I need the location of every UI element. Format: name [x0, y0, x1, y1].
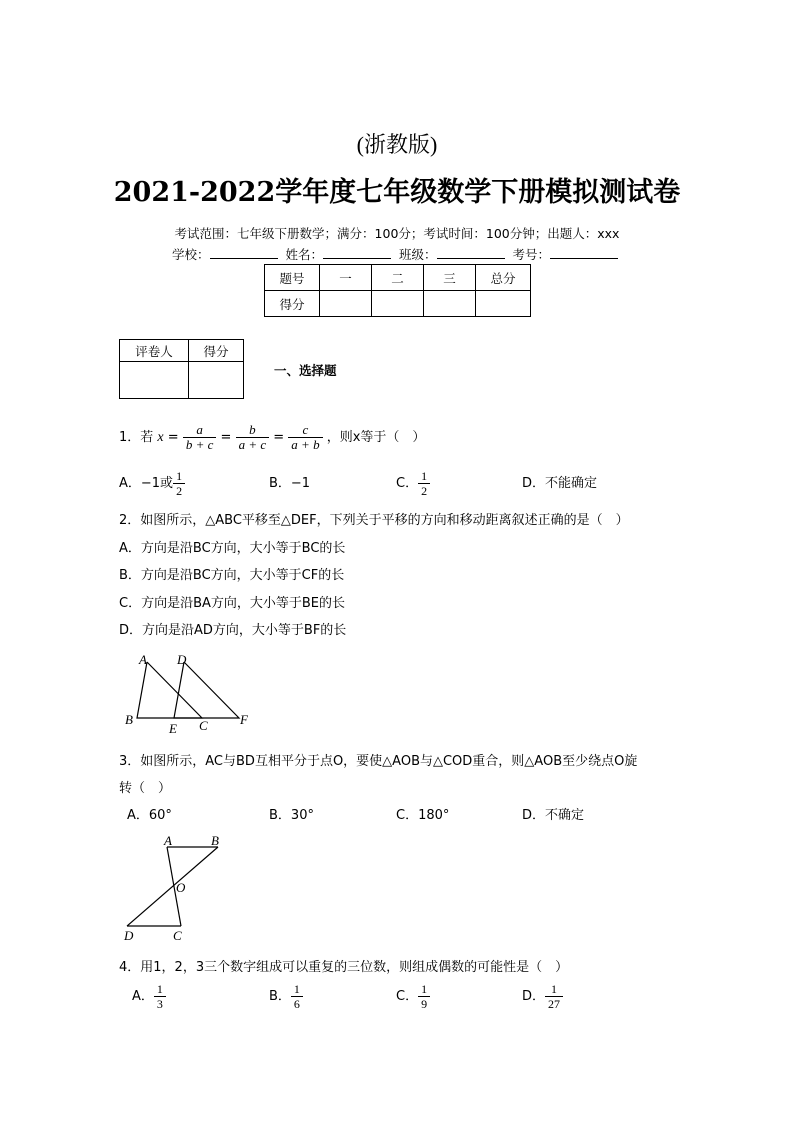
q1-variable: x	[157, 430, 164, 445]
q1-option-d[interactable]: D．不能确定	[522, 476, 598, 491]
label-f: F	[240, 712, 248, 727]
student-info-row	[0, 245, 794, 263]
score-header-cell: 总分	[476, 265, 531, 291]
q1-prefix: 1．若	[119, 430, 154, 445]
score-cell[interactable]	[424, 291, 476, 317]
label-e: E	[169, 721, 177, 736]
score-cell[interactable]	[372, 291, 424, 317]
school-label: 学校：	[171, 247, 210, 262]
q4-option-b[interactable]: B． $\frac{1}{6}$	[269, 982, 303, 1012]
name-label: 姓名：	[285, 247, 323, 262]
question-1-stem	[119, 423, 425, 453]
q1-fraction-1: $\frac{a}{b + c}$	[183, 423, 217, 452]
page-title: 2021-2022学年度七年级数学下册模拟测试卷	[113, 177, 681, 208]
q1-equals: =	[220, 430, 232, 445]
label-c: C	[173, 928, 182, 943]
q4-option-c-fraction: $\frac{1}{9}$	[418, 982, 430, 1011]
score-table	[264, 264, 531, 317]
q1-option-b[interactable]: B．−1	[269, 476, 311, 491]
label-d: D	[177, 652, 187, 667]
q3-option-b[interactable]: B．30°	[269, 808, 314, 823]
label-a: A	[139, 652, 147, 667]
q1-equals: =	[273, 430, 285, 445]
q3-option-c[interactable]: C．180°	[396, 808, 450, 823]
subtitle: (浙教版)	[356, 132, 438, 157]
grader-table	[119, 339, 244, 399]
q1-equals: =	[167, 430, 179, 445]
segment-bd	[127, 847, 218, 926]
label-b: B	[125, 712, 133, 727]
q4-option-b-fraction: $\frac{1}{6}$	[291, 982, 303, 1011]
q3-option-a[interactable]: A．60°	[127, 808, 172, 823]
q1-option-c[interactable]: C． $\frac{1}{2}$	[396, 469, 430, 499]
q1-suffix: ，则x等于（ ）	[326, 430, 426, 445]
grader-cell[interactable]	[120, 362, 189, 399]
q2-option-c[interactable]: C．方向是沿BA方向，大小等于BE的长	[119, 596, 346, 611]
label-o: O	[176, 880, 186, 895]
school-blank[interactable]	[210, 246, 278, 259]
score-row-label: 得分	[265, 291, 320, 317]
q4-option-a-fraction: $\frac{1}{3}$	[154, 982, 166, 1011]
q2-option-a[interactable]: A．方向是沿BC方向，大小等于BC的长	[119, 541, 346, 556]
q1-fraction-3: $\frac{c}{a + b}$	[288, 423, 322, 452]
question-3-stem-line1: 3．如图所示，AC与BD互相平分于点O，要使△AOB与△COD重合，则△AOB至少绕点O旋	[119, 754, 638, 769]
q4-option-c[interactable]: C． $\frac{1}{9}$	[396, 982, 430, 1012]
exam-info: 考试范围：七年级下册数学；满分：100分；考试时间：100分钟；出题人：xxx	[174, 226, 620, 241]
q1-option-a[interactable]: A．−1或 $\frac{1}{2}$	[119, 469, 185, 499]
q3-figure	[115, 830, 235, 945]
question-4-stem: 4．用1，2，3三个数字组成可以重复的三位数，则组成偶数的可能性是（ ）	[119, 960, 569, 975]
label-c: C	[199, 718, 208, 733]
score-cell[interactable]	[476, 291, 531, 317]
q3-option-d[interactable]: D．不确定	[522, 808, 585, 823]
triangle-def	[174, 662, 239, 718]
label-a: A	[164, 833, 172, 848]
q2-option-d[interactable]: D．方向是沿AD方向，大小等于BF的长	[119, 623, 347, 638]
q1-option-c-fraction: $\frac{1}{2}$	[418, 469, 430, 498]
score-header-cell: 三	[424, 265, 476, 291]
label-d: D	[124, 928, 134, 943]
q1-fraction-2: $\frac{b}{a + c}$	[236, 423, 270, 452]
score-header-cell: 二	[372, 265, 424, 291]
exam-no-label: 考号：	[512, 247, 550, 262]
question-3-stem-line2: 转（ ）	[119, 781, 172, 796]
q4-option-d[interactable]: D． $\frac{1}{27}$	[522, 982, 563, 1012]
grader-score-label: 得分	[189, 340, 244, 362]
score-header-cell: 一	[320, 265, 372, 291]
grader-score-cell[interactable]	[189, 362, 244, 399]
class-blank[interactable]	[437, 246, 505, 259]
label-b: B	[211, 833, 219, 848]
q2-figure	[115, 648, 265, 738]
q4-option-a[interactable]: A． $\frac{1}{3}$	[132, 982, 166, 1012]
q2-option-b[interactable]: B．方向是沿BC方向，大小等于CF的长	[119, 568, 345, 583]
score-cell[interactable]	[320, 291, 372, 317]
score-header-cell: 题号	[265, 265, 320, 291]
grader-label: 评卷人	[120, 340, 189, 362]
class-label: 班级：	[398, 247, 437, 262]
name-blank[interactable]	[323, 246, 391, 259]
q4-option-d-fraction: $\frac{1}{27}$	[545, 982, 563, 1011]
question-2-stem: 2．如图所示，△ABC平移至△DEF，下列关于平移的方向和移动距离叙述正确的是（ ）	[119, 513, 629, 528]
exam-no-blank[interactable]	[550, 246, 618, 259]
q1-option-a-fraction: $\frac{1}{2}$	[173, 469, 185, 498]
section-title: 一、选择题	[274, 363, 337, 378]
